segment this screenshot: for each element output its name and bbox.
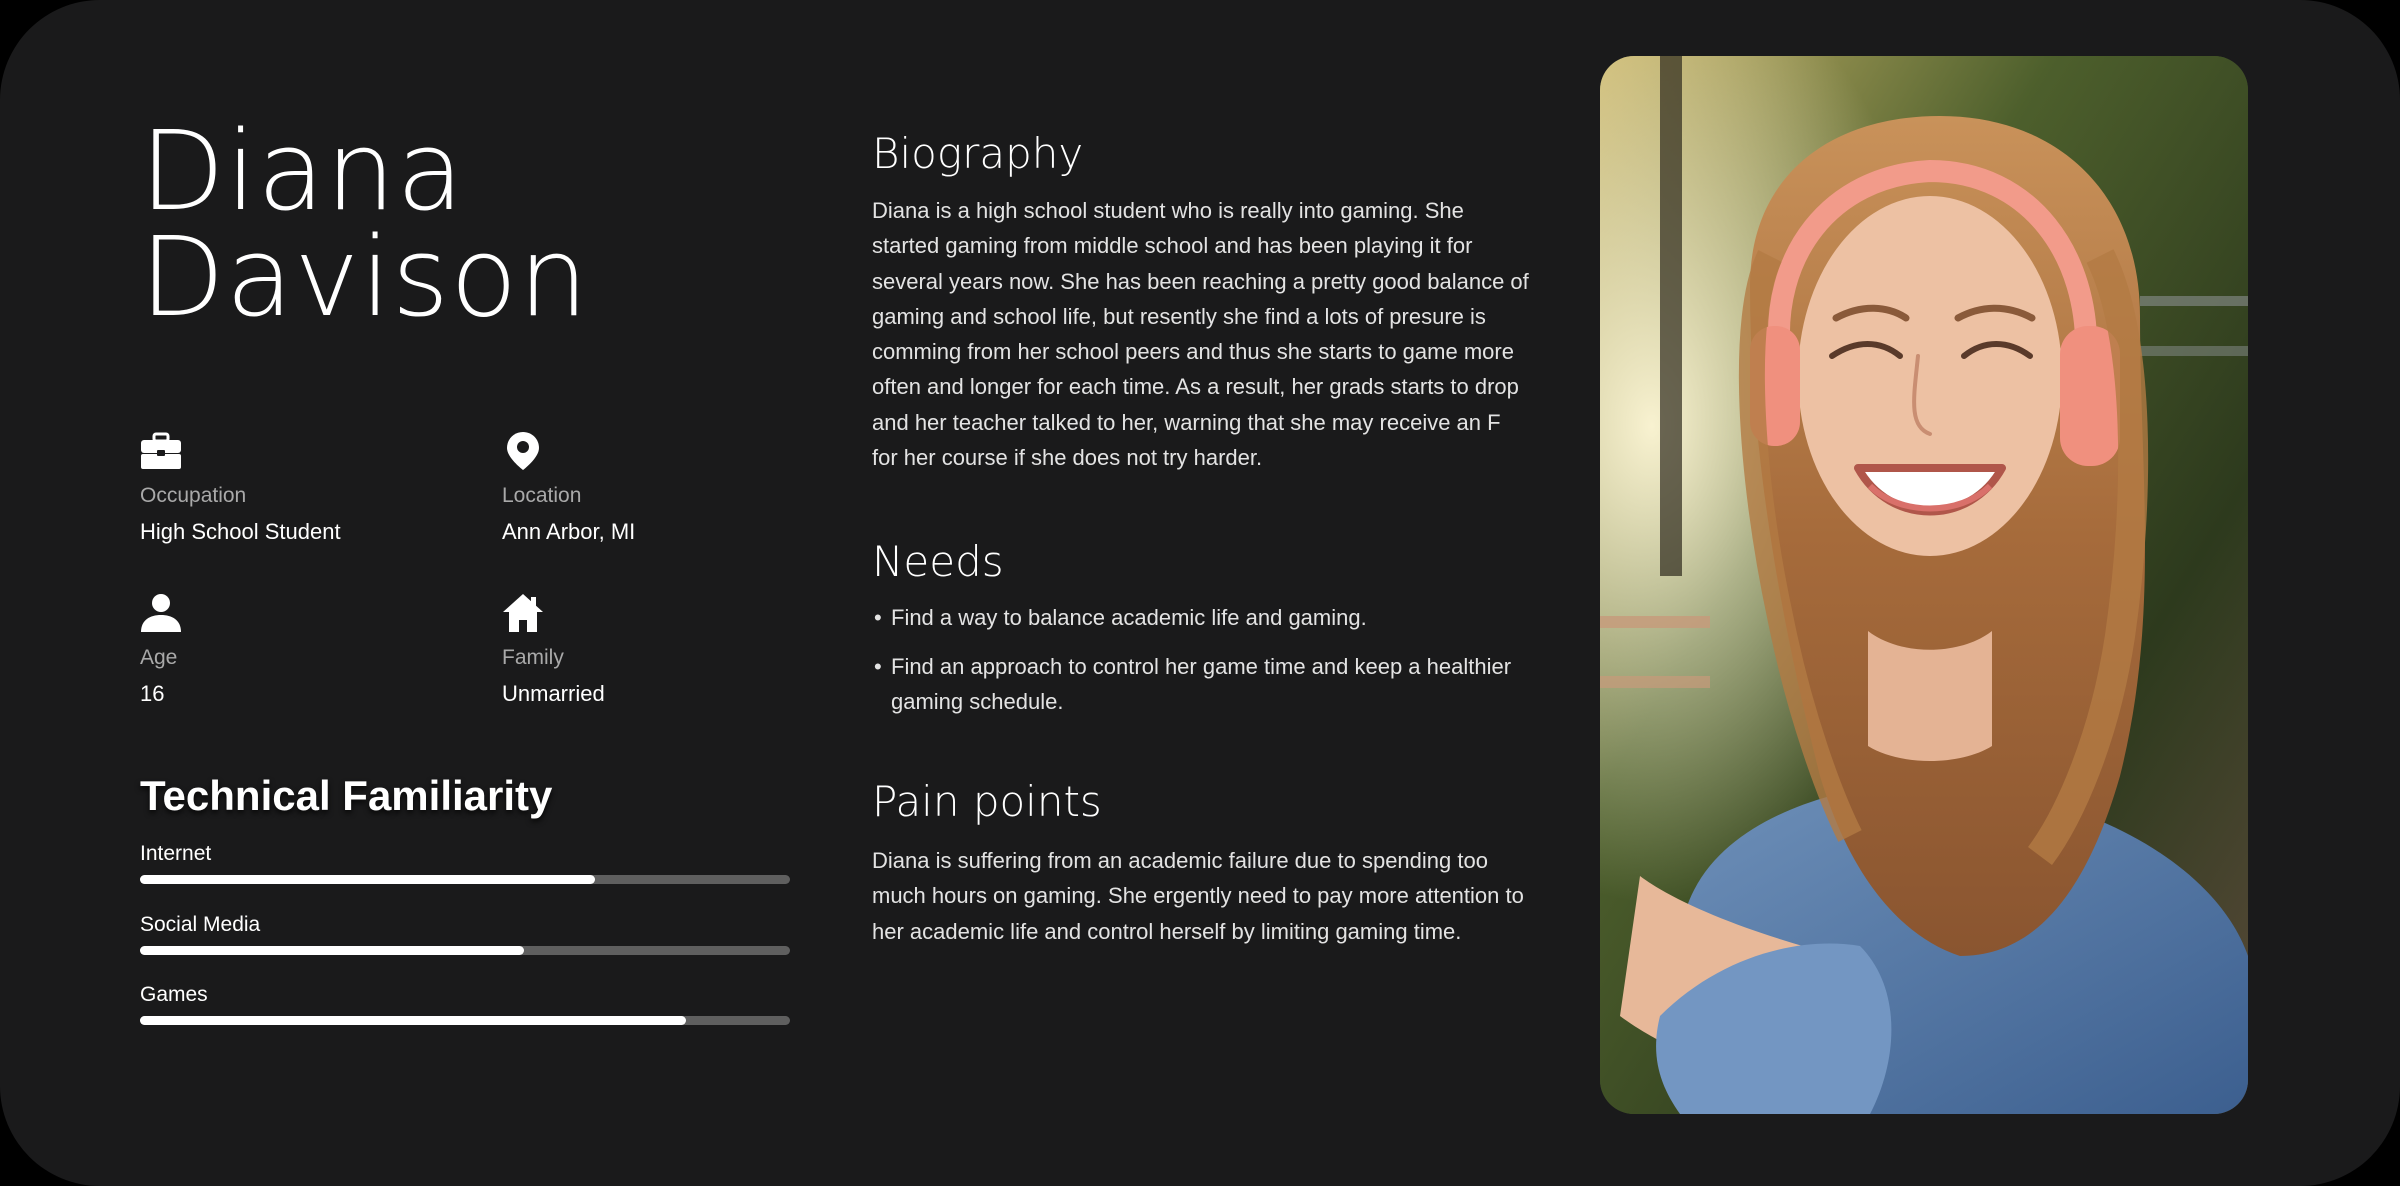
technical-familiarity-title: Technical Familiarity xyxy=(140,772,553,819)
location-info xyxy=(502,430,822,546)
pain-points-text: Diana is suffering from an academic failure due to spending too much hours on gaming. She ergently need to pay more attention to her academic life and control herself by limiting gaming time. xyxy=(872,848,1524,944)
occupation-value: High School Student xyxy=(140,519,341,544)
needs-item: • Find an approach to control her game time and keep a healthier gaming schedule. xyxy=(872,649,1512,719)
needs-item: • Find a way to balance academic life and gaming. xyxy=(872,600,1512,635)
age-label: Age xyxy=(140,646,178,669)
biography-text: Diana is a high school student who is really into gaming. She started gaming from middle school and has been playing it for several years now. She has been reaching a pretty good balance of gaming and school life, but resently she find a lots of presure is comming from her school peers and thus she starts to game more often and longer for each time. As a result, her grads starts to drop and her teacher talked to her, warning that she may receive an F for her course if she does not try harder. xyxy=(872,198,1529,471)
home-icon xyxy=(502,592,544,634)
occupation-label: Occupation xyxy=(140,484,247,507)
skill-track xyxy=(140,946,790,955)
persona-name xyxy=(140,107,590,341)
location-value: Ann Arbor, MI xyxy=(502,519,636,544)
skill-label: Social Media xyxy=(140,913,261,936)
person-icon xyxy=(140,592,182,634)
portrait-photo xyxy=(1600,56,2248,1114)
skill-internet xyxy=(140,841,790,884)
age-info xyxy=(140,592,460,708)
location-label: Location xyxy=(502,484,582,507)
needs-title: Needs xyxy=(872,537,1004,586)
skill-track xyxy=(140,875,790,884)
skill-track xyxy=(140,1016,790,1025)
persona-first-name: Diana xyxy=(140,107,465,235)
skill-label: Games xyxy=(140,983,208,1006)
skill-social-media xyxy=(140,912,790,955)
persona-last-name: Davison xyxy=(140,213,590,341)
skill-label: Internet xyxy=(140,842,212,865)
briefcase-icon xyxy=(140,430,182,472)
family-value: Unmarried xyxy=(502,681,605,706)
portrait-illustration xyxy=(1600,56,2248,1114)
pain-points-title: Pain points xyxy=(872,777,1102,826)
age-value: 16 xyxy=(140,681,165,706)
skill-fill xyxy=(140,946,524,955)
skill-fill xyxy=(140,875,595,884)
biography-title: Biography xyxy=(872,129,1084,178)
occupation-info xyxy=(140,430,460,546)
family-info xyxy=(502,592,822,708)
skill-games xyxy=(140,982,790,1025)
skill-fill xyxy=(140,1016,686,1025)
needs-list xyxy=(872,600,1512,733)
location-pin-icon xyxy=(502,430,544,472)
family-label: Family xyxy=(502,646,564,669)
